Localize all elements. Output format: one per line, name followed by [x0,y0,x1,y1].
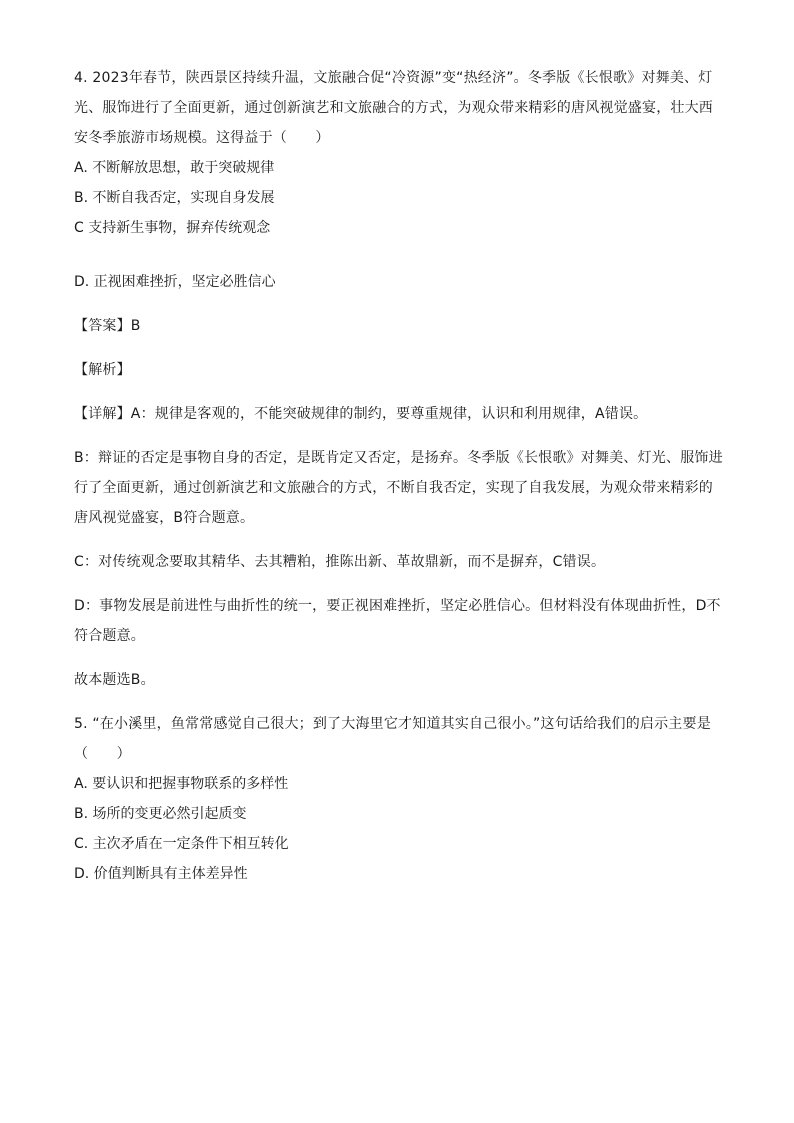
question-4-conclusion: 故本题选B。 [74,672,155,688]
question-5-option-b: B. 场所的变更必然引起质变 [74,806,247,822]
question-4-option-a: A. 不断解放思想，敢于突破规律 [74,160,275,176]
question-4-option-c: C 支持新生事物，摒弃传统观念 [74,220,271,236]
question-4-detail-c: C：对传统观念要取其精华、去其糟粕，推陈出新、革故鼎新，而不是摒弃，C错误。 [74,554,606,570]
question-5-option-c: C. 主次矛盾在一定条件下相互转化 [74,836,289,852]
question-4-detail-d: D：事物发展是前进性与曲折性的统一，要正视困难挫折，坚定必胜信心。但材料没有体现曲折性，D不符合题意。 [74,598,721,644]
question-4-option-b: B. 不断自我否定，实现自身发展 [74,190,275,206]
question-4-detail-a: 【详解】A：规律是客观的，不能突破规律的制约，要尊重规律，认识和利用规律，A错误。 [74,406,648,422]
question-4-detail-b: B：辩证的否定是事物自身的否定，是既肯定又否定，是扬弃。冬季版《长恨歌》对舞美、灯光、服饰进行了全面更新，通过创新演艺和文旅融合的方式，不断自我否定，实现了自我发展，为观众带来精彩的唐风视觉盛宴，B符合题意。 [74,450,723,526]
question-5-option-d: D. 价值判断具有主体差异性 [74,866,248,882]
question-4-analysis-label: 【解析】 [74,362,131,378]
question-4-stem: 4. 2023年春节，陕西景区持续升温，文旅融合促“冷资源”变“热经济”。冬季版《长恨歌》对舞美、灯光、服饰进行了全面更新，通过创新演艺和文旅融合的方式，为观众带来精彩的唐风视觉盛宴，壮大西安冬季旅游市场规模。这得益于（ ） [74,70,713,146]
question-4-answer: 【答案】B [74,318,141,334]
question-4-option-d: D. 正视困难挫折，坚定必胜信心 [74,274,276,290]
question-5-option-a: A. 要认识和把握事物联系的多样性 [74,776,289,792]
question-5-stem: 5. “在小溪里，鱼常常感觉自己很大；到了大海里它才知道其实自己很小。”这句话给我们的启示主要是（ ） [74,716,711,762]
